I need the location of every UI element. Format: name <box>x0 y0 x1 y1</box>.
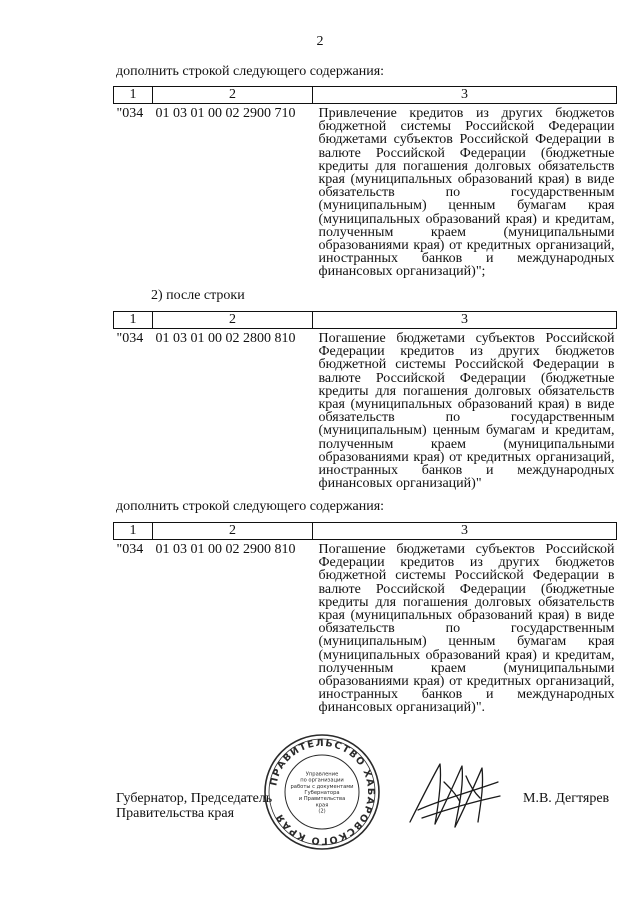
svg-text:ПРАВИТЕЛЬСТВО ХАБАРОВСКОГО КРА: ПРАВИТЕЛЬСТВО ХАБАРОВСКОГО КРАЯ <box>268 737 377 847</box>
row-description: Привлечение кредитов из других бюджетов бюджетной системы Российской Федерации бюджетами субъектов Российской Федерации в валюте Российской Федерации (бюджетные кредиты для погашения долговых обязательств края (муниципальных образований края) в виде обязательств по государственным (муниципальным) ценным бумагам края (муниципальных образований края) и кредитам, полученным краем (муниципальными образованиями края) от кредитных организаций, иностранных банков и международных финансовых организаций)"; <box>318 106 615 280</box>
row-code: "034 <box>116 106 144 121</box>
official-seal-stamp <box>262 732 382 852</box>
header-col-1: 1 <box>114 87 153 104</box>
row-kbk: 01 03 01 00 02 2900 710 <box>155 106 296 121</box>
page-number: 2 <box>316 34 324 49</box>
row-kbk: 01 03 01 00 02 2800 810 <box>155 331 296 346</box>
table-header-row <box>114 87 617 104</box>
table-header-row <box>114 312 617 329</box>
header-col-3: 3 <box>313 523 617 540</box>
signatory-position <box>116 791 272 821</box>
signatory-position-line-2: Правительства края <box>116 806 235 821</box>
table-row <box>114 104 617 279</box>
row-description: Погашение бюджетами субъектов Российской Федерации кредитов из других бюджетов бюджетной системы Российской Федерации в валюте Российской Федерации (бюджетные кредиты для погашения долговых обязательств края (муниципальных образований края) в виде обязательств по государственным (муниципальным) ценным бумагам края (муниципальных образований края) и кредитам, полученным краем (муниципальными образованиями края) от кредитных организаций, иностранных банков и международных финансовых организаций)". <box>318 542 615 716</box>
header-col-2: 2 <box>153 523 313 540</box>
header-col-3: 3 <box>313 312 617 329</box>
table-row <box>114 540 617 715</box>
header-col-2: 2 <box>153 312 313 329</box>
signatory-name: М.В. Дегтярев <box>523 791 610 806</box>
svg-text:Губернатора: Губернатора <box>304 790 340 796</box>
intro-paragraph-1: дополнить строкой следующего содержания: <box>116 64 385 79</box>
row-code: "034 <box>116 542 144 557</box>
header-col-2: 2 <box>153 87 313 104</box>
svg-text:работы с документами: работы с документами <box>290 783 354 790</box>
header-col-1: 1 <box>114 523 153 540</box>
table-header-row <box>114 523 617 540</box>
header-col-3: 3 <box>313 87 617 104</box>
table-3 <box>113 522 617 715</box>
row-code: "034 <box>116 331 144 346</box>
handwritten-signature <box>400 752 505 837</box>
table-1 <box>113 86 617 279</box>
subsection-2-heading: 2) после строки <box>151 288 245 303</box>
table-row <box>114 329 617 491</box>
svg-text:и Правительства: и Правительства <box>298 796 346 803</box>
svg-text:края: края <box>315 802 329 809</box>
svg-text:Управление: Управление <box>305 771 339 778</box>
row-description: Погашение бюджетами субъектов Российской Федерации кредитов из других бюджетов бюджетной системы Российской Федерации в валюте Российской Федерации (бюджетные кредиты для погашения долговых обязательств края (муниципальных образований края) в виде обязательств по государственным (муниципальным) ценным бумагам и кредитам, полученным краем (муниципальными образованиями края) от кредитных организаций, иностранных банков и международных финансовых организаций)" <box>318 331 615 492</box>
svg-text:по организации: по организации <box>300 777 344 784</box>
header-col-1: 1 <box>114 312 153 329</box>
svg-text:(2): (2) <box>318 808 326 815</box>
table-2 <box>113 311 617 490</box>
signatory-position-line-1: Губернатор, Председатель <box>116 791 273 806</box>
row-kbk: 01 03 01 00 02 2900 810 <box>155 542 296 557</box>
intro-paragraph-3: дополнить строкой следующего содержания: <box>116 499 385 514</box>
